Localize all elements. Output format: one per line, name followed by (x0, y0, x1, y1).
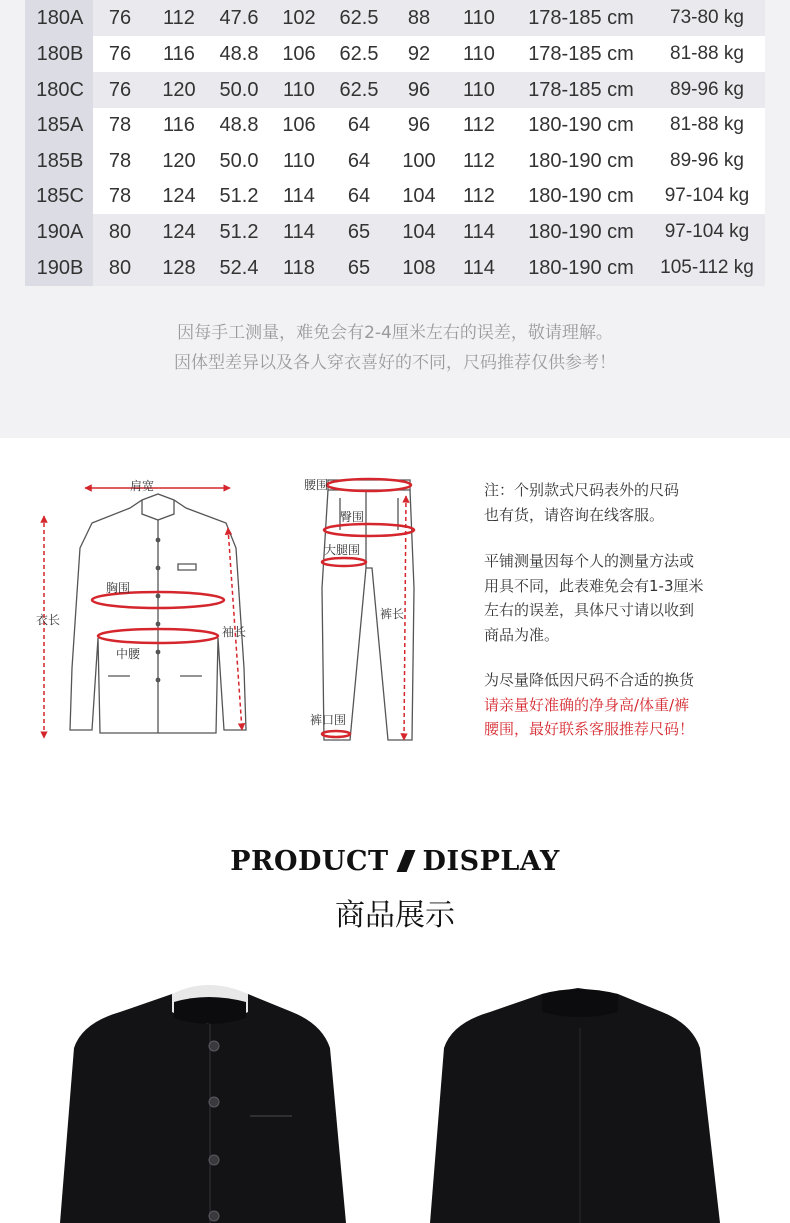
note-line-highlight: 腰围，最好联系客服推荐尺码！ (484, 720, 695, 738)
cell-height: 178-185 cm (528, 43, 634, 65)
cell: 108 (402, 257, 436, 279)
cell: 80 (108, 257, 132, 279)
cell: 92 (407, 43, 431, 65)
cell: 118 (283, 257, 315, 279)
cell-height: 178-185 cm (528, 79, 634, 101)
cell-height: 178-185 cm (528, 7, 634, 29)
cell: 104 (402, 185, 436, 207)
cell-size: 185A (36, 114, 84, 136)
title-product: PRODUCT (230, 846, 389, 877)
cell: 52.4 (219, 257, 259, 279)
cell: 78 (108, 185, 132, 207)
cell-size: 180C (36, 79, 84, 101)
label-waist: 中腰 (116, 647, 141, 661)
note-line: 平铺测量因每个人的测量方法或 (484, 552, 695, 570)
cell: 47.6 (219, 7, 259, 29)
cell: 88 (407, 7, 431, 29)
cell-weight: 97-104 kg (664, 185, 750, 206)
table-row (25, 0, 765, 36)
cell: 106 (282, 43, 316, 65)
cell: 78 (108, 114, 132, 136)
notice-recommendation: 因体型差异以及各人穿衣喜好的不同，尺码推荐仅供参考！ (174, 353, 616, 373)
cell: 51.2 (219, 185, 259, 207)
product-photo-front (60, 968, 380, 1223)
table-row (25, 72, 765, 108)
cell-size: 180B (36, 43, 84, 65)
cell: 76 (108, 43, 132, 65)
note-other-sizes (484, 478, 679, 527)
cell: 64 (347, 114, 371, 136)
cell-height: 180-190 cm (528, 221, 634, 243)
label-chest: 胸围 (106, 581, 131, 595)
cell: 114 (283, 221, 315, 243)
table-row (25, 36, 765, 72)
cell: 65 (347, 221, 371, 243)
table-row (25, 178, 765, 214)
cell-height: 180-190 cm (528, 114, 634, 136)
cell-size: 180A (36, 7, 84, 29)
cell: 48.8 (219, 114, 259, 136)
cell: 96 (407, 79, 431, 101)
cell: 120 (162, 79, 196, 101)
cell: 112 (463, 114, 495, 136)
cell: 80 (108, 221, 132, 243)
cell: 110 (463, 43, 495, 65)
cell: 112 (463, 185, 495, 207)
cell: 78 (108, 150, 132, 172)
label-thigh: 大腿围 (324, 543, 361, 557)
cell: 120 (162, 150, 196, 172)
size-table-section (0, 0, 790, 438)
cell: 116 (163, 43, 195, 65)
cell-size: 190B (36, 257, 84, 279)
note-exchange (484, 668, 694, 742)
cell: 110 (283, 150, 315, 172)
note-line: 用具不同，此表难免会有1-3厘米 (484, 576, 704, 595)
cell: 106 (282, 114, 316, 136)
title-display: DISPLAY (422, 846, 560, 877)
cell: 64 (347, 185, 371, 207)
cell-weight: 89-96 kg (670, 150, 744, 171)
label-length: 衣长 (36, 613, 61, 627)
cell-weight: 97-104 kg (664, 221, 750, 242)
cell: 62.5 (339, 79, 379, 101)
note-line-highlight: 请亲量好准确的净身高/体重/裤 (484, 695, 690, 714)
display-title (0, 846, 790, 877)
note-line: 为尽量降低因尺码不合适的换货 (484, 671, 695, 689)
cell: 124 (162, 185, 196, 207)
cell: 128 (162, 257, 196, 279)
cell: 110 (283, 79, 315, 101)
cell: 114 (283, 185, 315, 207)
cell: 100 (402, 150, 436, 172)
cell-weight: 81-88 kg (670, 114, 744, 135)
product-photo-back (430, 968, 750, 1223)
cell: 64 (347, 150, 371, 172)
table-row (25, 250, 765, 286)
cell-weight: 73-80 kg (670, 7, 744, 28)
cell: 96 (407, 114, 431, 136)
cell: 116 (163, 114, 195, 136)
note-line: 注：个别款式尺码表外的尺码 (484, 481, 680, 499)
cell-size: 190A (36, 221, 84, 243)
note-line: 商品为准。 (484, 625, 560, 644)
cell-size: 185C (36, 185, 84, 207)
measuring-guide (0, 438, 790, 778)
note-line: 左右的误差，具体尺寸请以收到 (484, 601, 695, 619)
cell: 50.0 (219, 150, 259, 172)
cell: 114 (463, 221, 495, 243)
cell: 62.5 (339, 43, 379, 65)
notice-error-margin: 因每手工测量，难免会有2-4厘米左右的误差，敬请理解。 (177, 323, 613, 343)
slash-divider (396, 850, 415, 872)
table-row (25, 107, 765, 143)
note-measurement-error (484, 549, 704, 647)
cell: 104 (402, 221, 436, 243)
jacket-diagram (30, 468, 290, 778)
cell: 114 (463, 257, 495, 279)
table-row (25, 143, 765, 179)
cell-size: 185B (36, 150, 84, 172)
cell-height: 180-190 cm (528, 257, 634, 279)
cell: 112 (163, 7, 195, 29)
label-hip: 臀围 (340, 510, 365, 524)
cell: 51.2 (219, 221, 259, 243)
cell: 50.0 (219, 79, 259, 101)
label-sleeve: 袖长 (222, 625, 247, 639)
cell-weight: 89-96 kg (670, 79, 744, 100)
cell-weight: 105-112 kg (660, 257, 754, 278)
cell: 76 (108, 79, 132, 101)
cell: 62.5 (339, 7, 379, 29)
cell: 112 (463, 150, 495, 172)
table-row (25, 214, 765, 250)
pants-diagram (300, 468, 440, 778)
cell: 110 (463, 79, 495, 101)
cell: 102 (282, 7, 316, 29)
display-subtitle: 商品展示 (335, 898, 455, 933)
size-table (25, 0, 765, 286)
cell: 124 (162, 221, 196, 243)
cell-height: 180-190 cm (528, 150, 634, 172)
cell-weight: 81-88 kg (670, 43, 744, 64)
label-hem: 裤口围 (310, 713, 347, 727)
cell: 48.8 (219, 43, 259, 65)
label-pant-length: 裤长 (380, 607, 405, 621)
note-line: 也有货，请咨询在线客服。 (484, 505, 665, 524)
cell-height: 180-190 cm (528, 185, 634, 207)
cell: 76 (108, 7, 132, 29)
label-pants-waist: 腰围 (304, 478, 329, 492)
label-shoulder: 肩宽 (130, 479, 155, 493)
cell: 65 (347, 257, 371, 279)
cell: 110 (463, 7, 495, 29)
